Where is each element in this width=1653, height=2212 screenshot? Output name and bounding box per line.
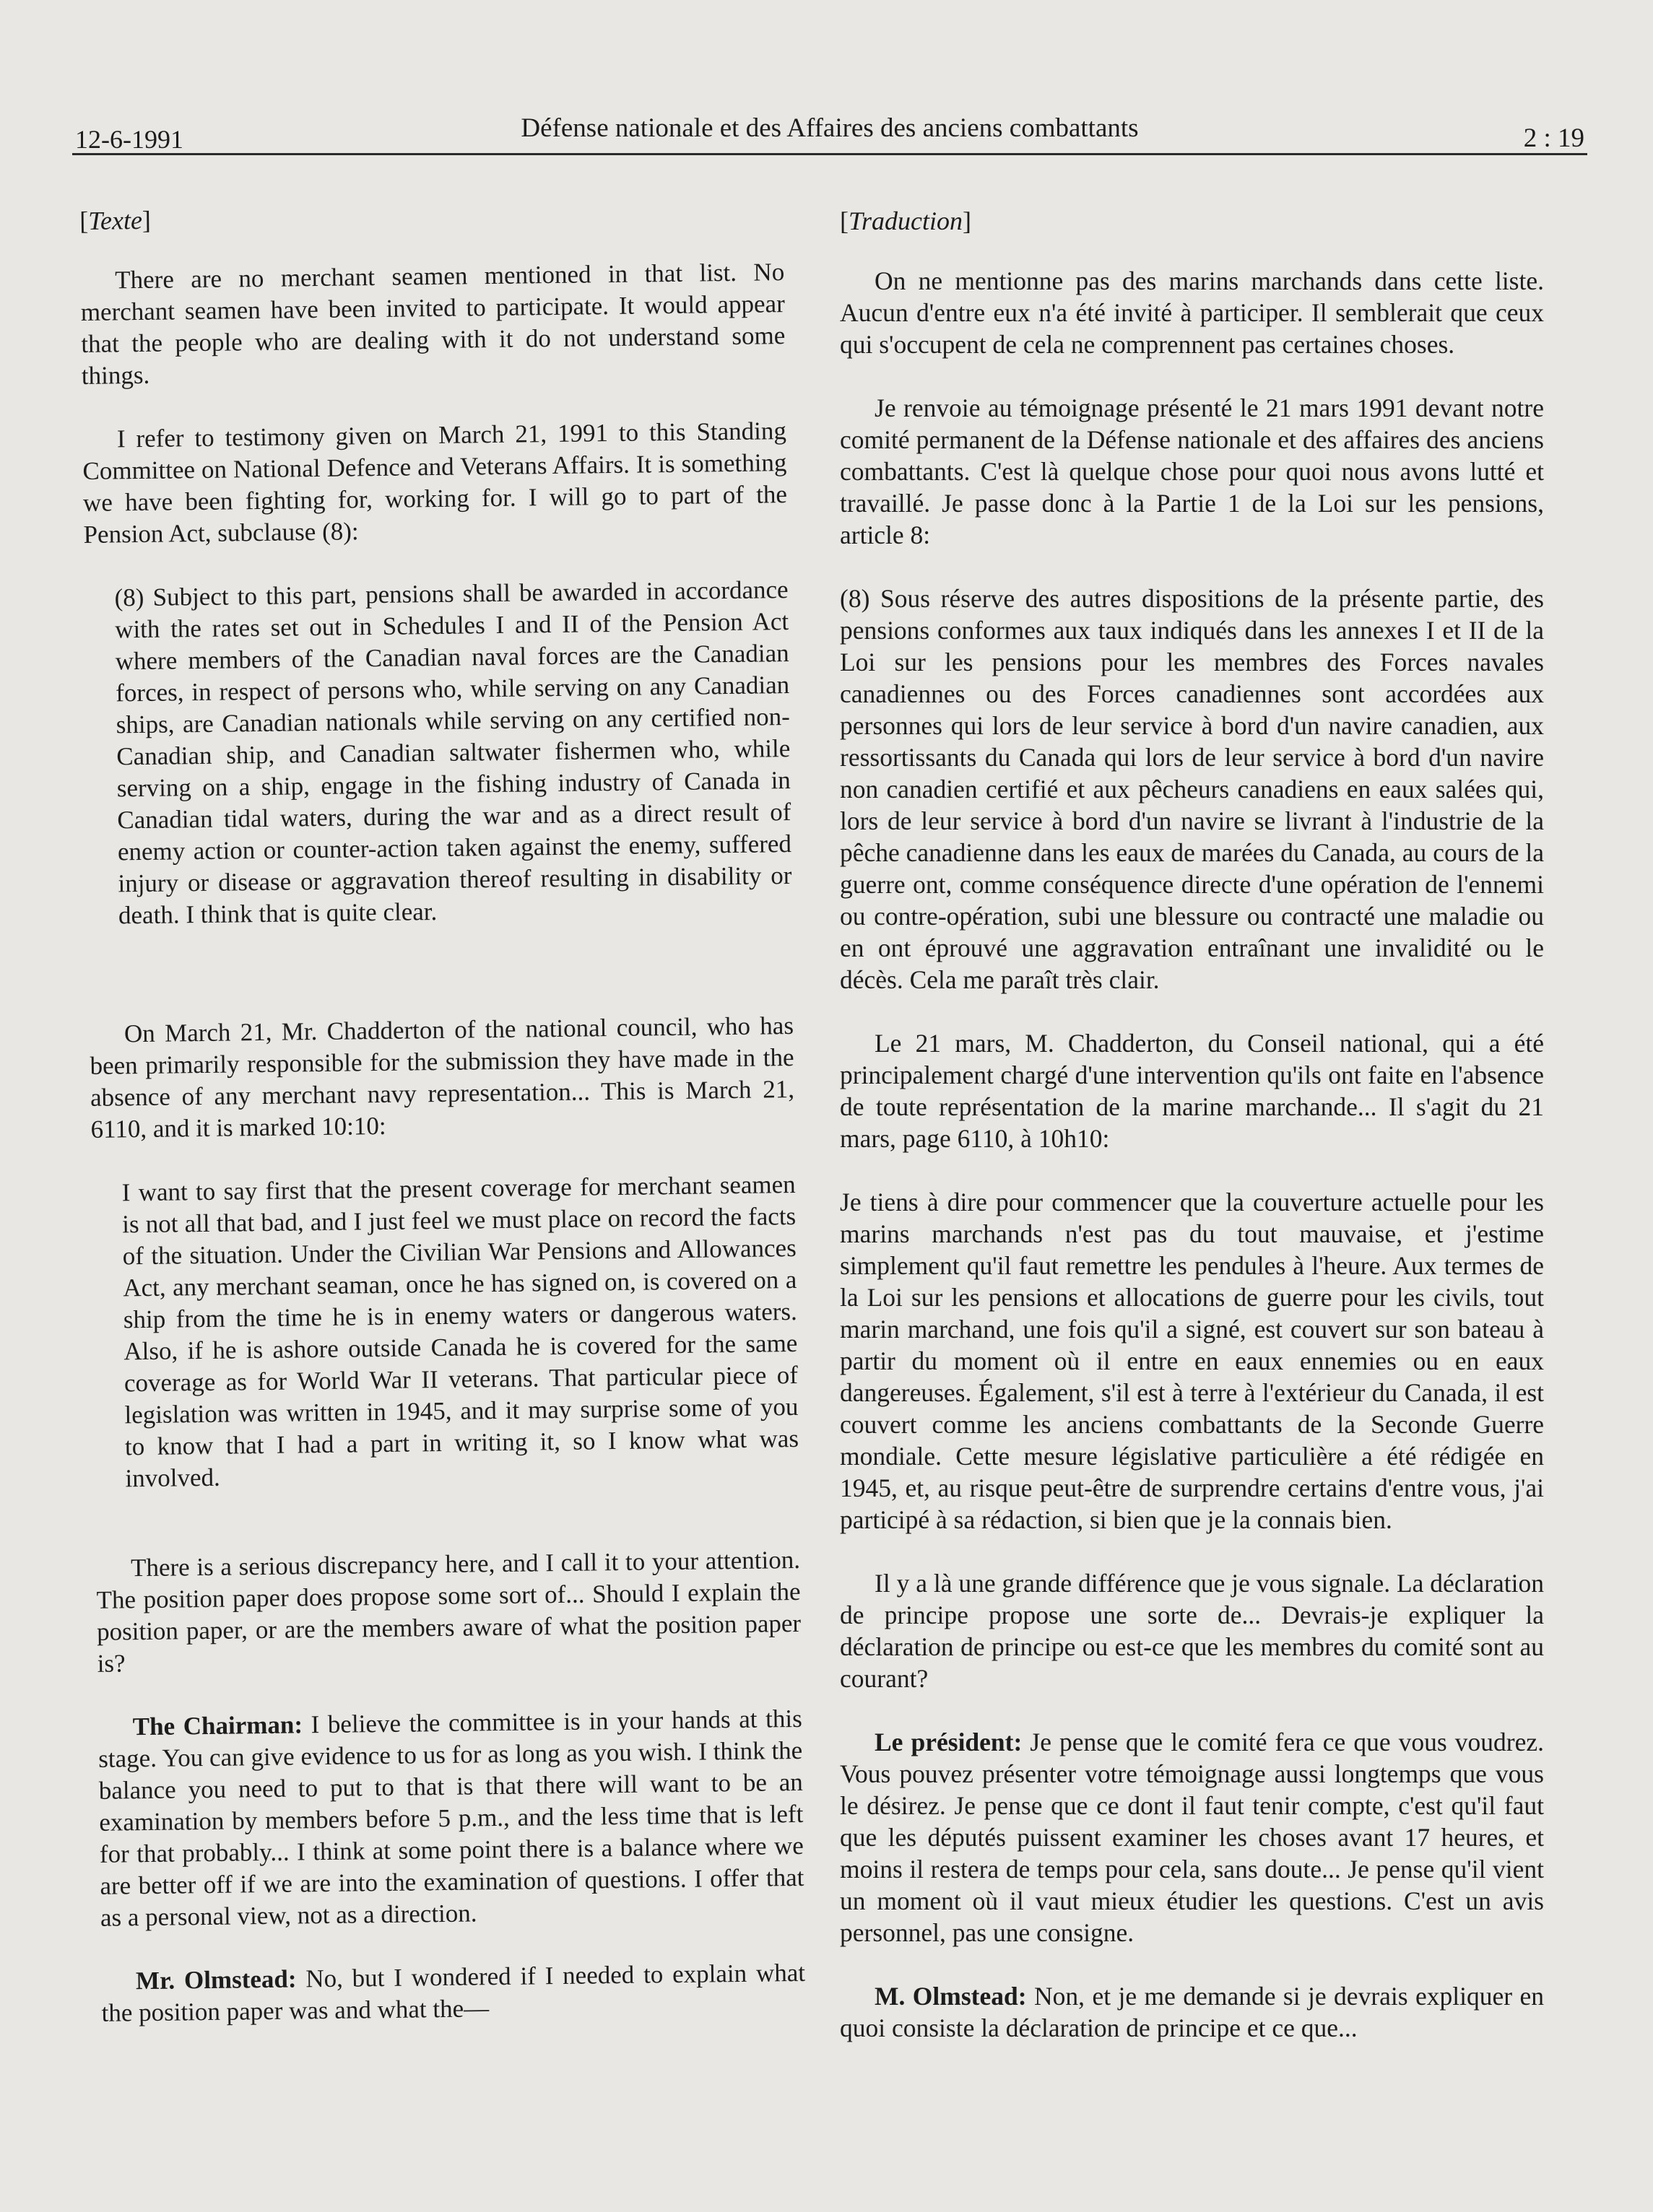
speaker-name: M. Olmstead:: [875, 1982, 1027, 2011]
speaker-paragraph: M. Olmstead: Non, et je me demande si je devrais expliquer en quoi consiste la déclaration de principe et ce que...: [840, 1982, 1544, 2042]
speaker-paragraph: Le président: Je pense que le comité fera ce que vous voudrez. Vous pouvez présenter votre témoignage aussi longtemps que vous le désirez. Je pense que ce dont il faut tenir compte, c'est qu'il faut que les députés puissent examiner les choses avant 17 heures, et moins il restera de temps pour cela, sans doute... Je pense qu'il vient un moment où il vaut mieux étudier les questions. C'est un avis personnel, pas une consigne.: [840, 1728, 1544, 1947]
header-page-number: 2 : 19: [1523, 123, 1584, 153]
header-date: 12-6-1991: [75, 125, 183, 154]
speaker-name: Le président:: [875, 1728, 1023, 1756]
paragraph: There are no merchant seamen mentioned in that list. No merchant seamen have been invited to participate. It would appear that the people who are dealing with it do not understand some things.: [80, 258, 786, 390]
paragraph: Le 21 mars, M. Chadderton, du Conseil national, qui a été principalement chargé d'une intervention qu'ils ont faite en l'absence de toute représentation de la marine marchande... Il s'agit du 21 mars, page 6110, à 10h10:: [840, 1029, 1544, 1153]
paragraph: On ne mentionne pas des marins marchands dans cette liste. Aucun d'entre eux n'a été invité à participer. Il semblerait que ceux qui s'occupent de cela ne comprennent pas certaines choses.: [840, 266, 1544, 359]
paragraph: Je renvoie au témoignage présenté le 21 mars 1991 devant notre comité permanent de la Défense nationale et des affaires des anciens combattants. C'est là quelque chose pour quoi nous avons lutté et travaillé. Je passe donc à la Partie 1 de la Loi sur les pensions, article 8:: [840, 393, 1544, 549]
english-column: [79, 197, 807, 2184]
speaker-name: The Chairman:: [132, 1710, 303, 1741]
speaker-paragraph: Mr. Olmstead: No, but I wondered if I needed to explain what the position paper was and what the—: [101, 1958, 806, 2027]
speaker-name: Mr. Olmstead:: [135, 1964, 297, 1995]
header-title: Défense nationale et des Affaires des anciens combattants: [521, 113, 1139, 143]
quoted-testimony: Je tiens à dire pour commencer que la couverture actuelle pour les marins marchands n'est pas du tout mauvaise, et j'estime simplement qu'il faut remettre les pendules à l'heure. Aux termes de la Loi sur les pensions et allocations de guerre pour les civils, tout marin marchand, une fois qu'il a signé, est couvert sur son bateau à partir du moment où il entre en eaux ennemies ou en eaux dangereuses. Également, s'il est à terre à l'extérieur du Canada, il est couvert comme les anciens combattants de la Seconde Guerre mondiale. Cette mesure législative particulière a été rédigée en 1945, et, au risque peut-être de surprendre certains d'entre vous, j'ai participé à sa rédaction, si bien que je la connais bien.: [840, 1188, 1544, 1534]
paragraph: There is a serious discrepancy here, and I call it to your attention. The position paper does propose some sort of... Should I explain the position paper, or are the members aware of what the position paper is?: [96, 1545, 802, 1678]
paragraph: I refer to testimony given on March 21, 1991 to this Standing Committee on National Defence and Veterans Affairs. It is something we have been fighting for, working for. I will go to part of the Pension Act, subclause (8):: [82, 417, 788, 549]
quoted-clause: (8) Sous réserve des autres dispositions de la présente partie, des pensions conformes aux taux indiqués dans les annexes I et II de la Loi sur les pensions pour les membres des Forces navales canadiennes ou des Forces canadiennes sont accordées aux personnes qui lors de leur service à bord d'un navire canadien, aux ressortissants du Canada qui lors de leur service à bord d'un navire non canadien certifié et aux pêcheurs canadiens en eaux salées qui, lors de leur service à bord d'un navire se livrant à l'industrie de la pêche canadienne dans les eaux de marées du Canada, au cours de la guerre ont, comme conséquence directe d'une opération de l'ennemi ou contre-opération, subi une blessure ou contracté une maladie ou en ont éprouvé une aggravation entraînant une invalidité ou le décès. Cela me paraît très clair.: [840, 584, 1544, 994]
paragraph: On March 21, Mr. Chadderton of the national council, who has been primarily responsible for the submission they have made in the absence of any merchant navy representation... This is March 21, 6110, and it is marked 10:10:: [90, 1011, 795, 1144]
running-header: [72, 108, 1587, 155]
speaker-paragraph: The Chairman: I believe the committee is in your hands at this stage. You can give evidence to us for as long as you wish. I think the balance you need to put to that is that there will want to be an examination by members before 5 p.m., and the less time that is left for that probably... I think at some point there is a balance where we are better off if we are into the examination of questions. I offer that as a personal view, not as a direction.: [98, 1704, 804, 1932]
quoted-testimony: I want to say first that the present coverage for merchant seamen is not all that bad, and I just feel we must place on record the facts of the situation. Under the Civilian War Pensions and Allowances Act, any merchant seaman, once he has signed on, is covered on a ship from the time he is in enemy waters or dangerous waters. Also, if he is ashore outside Canada he is covered for the same coverage as for World War II veterans. That particular piece of legislation was written in 1945, and it may surprise some of you to know that I had a part in writing it, so I know what was involved.: [121, 1170, 799, 1493]
language-label-traduction: [Traduction]: [840, 206, 972, 235]
paragraph: Il y a là une grande différence que je vous signale. La déclaration de principe propose une sorte de... Devrais-je expliquer la déclaration de principe ou est-ce que les membres du comité sont au courant?: [840, 1569, 1544, 1693]
language-label-texte: [Texte]: [79, 205, 152, 235]
french-column: [840, 206, 1544, 2184]
quoted-clause: (8) Subject to this part, pensions shall be awarded in accordance with the rates set out in Schedules I and II of the Pension Act where members of the Canadian naval forces are the Canadian forces, in respect of persons who, while serving on any Canadian ships, are Canadian nationals while serving on any certified non-Canadian ship, and Canadian saltwater fishermen who, while serving on a ship, engage in the fishing industry of Canada in Canadian tidal waters, during the war and as a direct result of enemy action or counter-action taken against the enemy, suffered injury or disease or aggravation thereof resulting in disability or death. I think that is quite clear.: [114, 575, 792, 930]
